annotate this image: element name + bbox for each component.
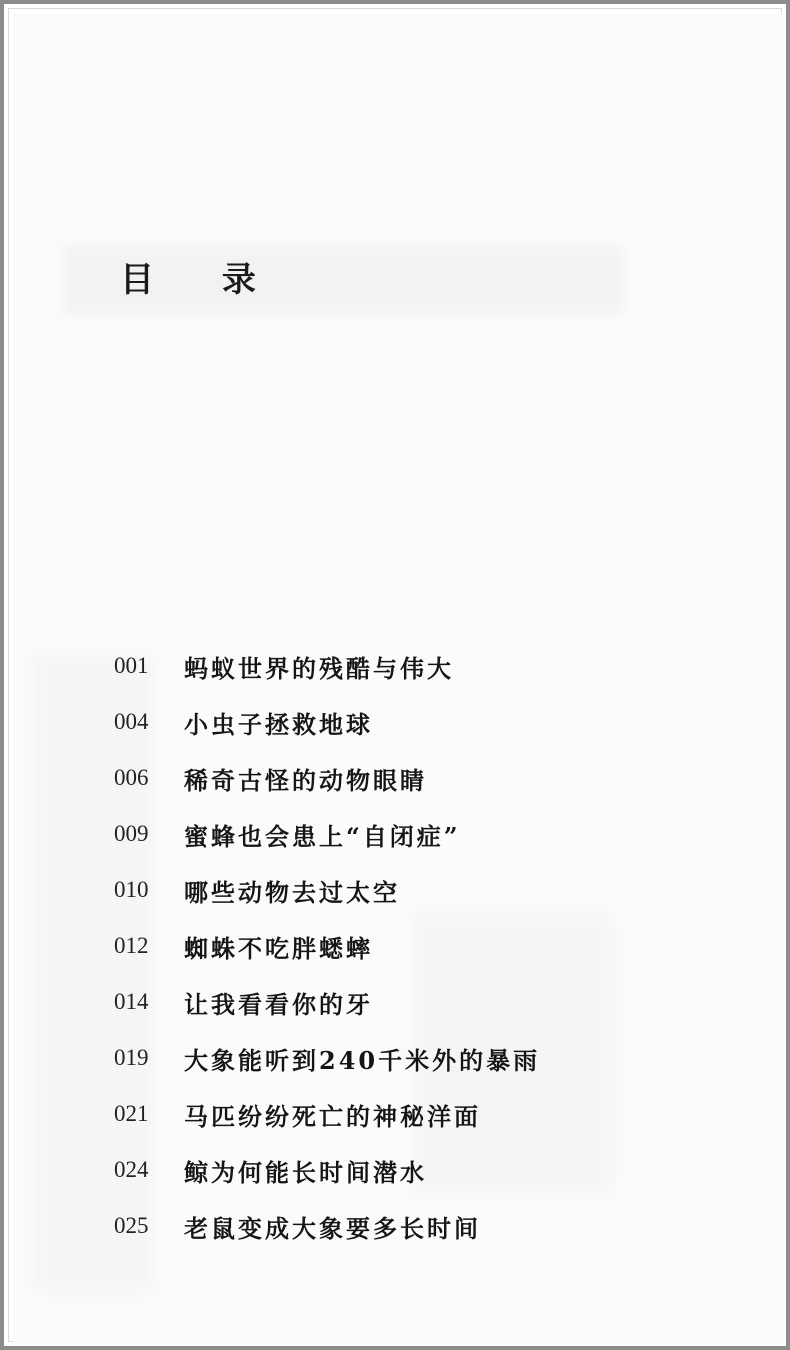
toc-entry-title: 哪些动物去过太空 [184,877,400,907]
toc-entry[interactable] [114,638,540,694]
toc-entry-title: 老鼠变成大象要多长时间 [184,1213,481,1243]
toc-page-number: 024 [114,1157,149,1182]
toc-entry[interactable] [114,974,540,1030]
toc-entry-title: 马匹纷纷死亡的神秘洋面 [184,1101,481,1131]
toc-entry-title: 鲸为何能长时间潜水 [184,1157,427,1187]
toc-page-number: 006 [114,765,149,790]
toc-entry[interactable] [114,1198,540,1254]
toc-entry-title: 稀奇古怪的动物眼睛 [184,765,427,795]
table-of-contents [114,638,540,1254]
toc-page-number: 004 [114,709,149,734]
page-title: 目 录 [120,260,284,300]
toc-entry-title: 大象能听到240千米外的暴雨 [184,1045,541,1075]
toc-page-number: 001 [114,653,149,678]
toc-page-number: 010 [114,877,149,902]
toc-entry-title: 让我看看你的牙 [184,989,373,1019]
toc-entry-title: 蚂蚁世界的残酷与伟大 [184,653,454,683]
toc-entry[interactable] [114,918,540,974]
toc-entry[interactable] [114,1142,540,1198]
toc-entry[interactable] [114,806,540,862]
toc-page-number: 019 [114,1045,149,1070]
toc-entry[interactable] [114,750,540,806]
toc-page-number: 021 [114,1101,149,1126]
toc-page-number: 014 [114,989,149,1014]
toc-entry[interactable] [114,694,540,750]
toc-page-number: 012 [114,933,149,958]
toc-entry-title: 蜘蛛不吃胖蟋蟀 [184,933,373,963]
toc-entry-title: 小虫子拯救地球 [184,709,373,739]
toc-entry[interactable] [114,1086,540,1142]
toc-entry[interactable] [114,1030,540,1086]
toc-entry-title: 蜜蜂也会患上“自闭症” [184,821,461,851]
toc-page-number: 009 [114,821,149,846]
toc-page-number: 025 [114,1213,149,1238]
toc-entry[interactable] [114,862,540,918]
